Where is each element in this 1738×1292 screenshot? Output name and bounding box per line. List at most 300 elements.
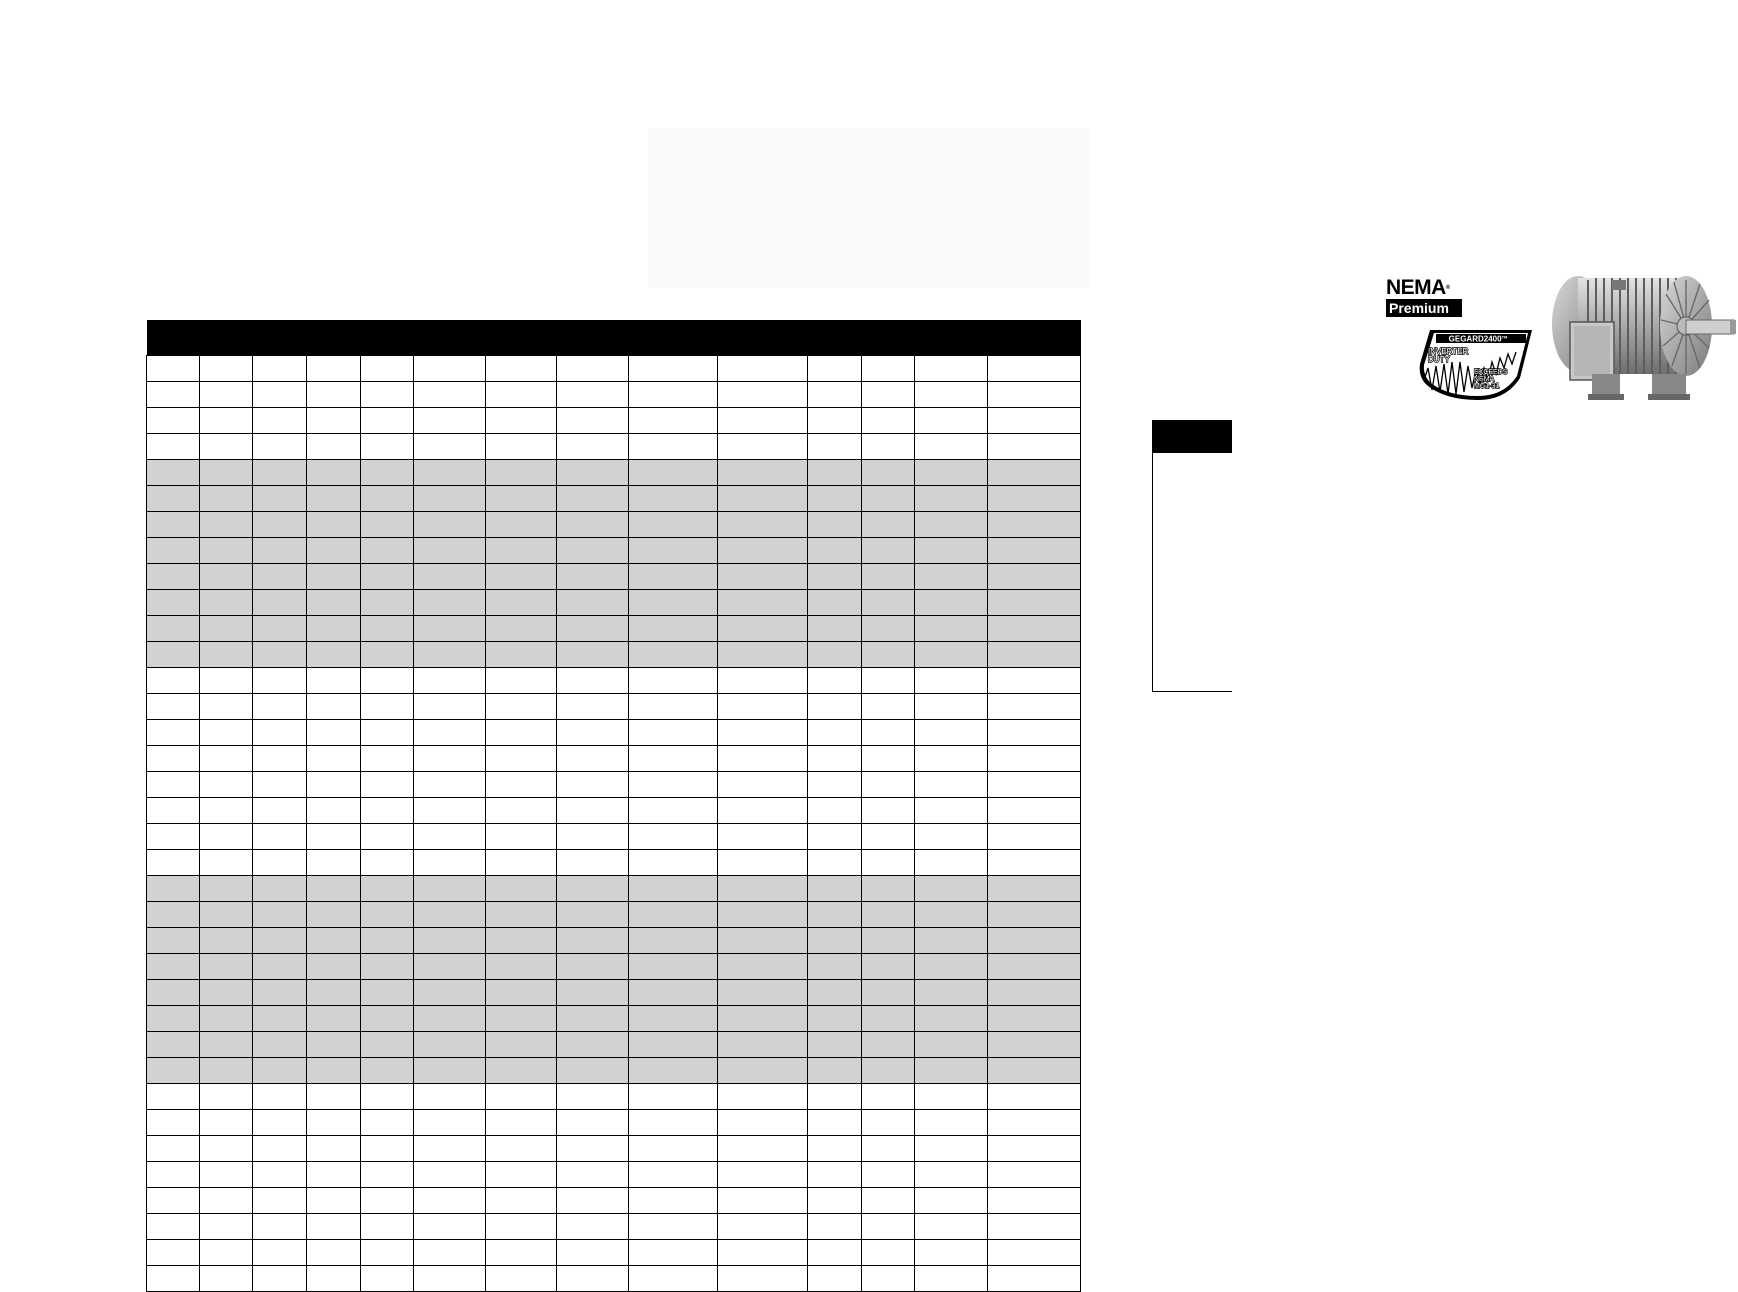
table-cell xyxy=(361,641,414,667)
table-cell xyxy=(414,667,486,693)
table-cell xyxy=(253,615,307,641)
table-cell xyxy=(557,615,629,641)
table-row xyxy=(147,1135,1081,1161)
table-cell xyxy=(200,381,253,407)
nema-premium-logo: NEMA® Premium xyxy=(1386,278,1464,318)
table-cell xyxy=(253,797,307,823)
table-cell xyxy=(307,953,361,979)
table-cell xyxy=(862,537,915,563)
table-cell xyxy=(718,693,808,719)
table-cell xyxy=(629,641,718,667)
table-cell xyxy=(629,1239,718,1265)
table-row xyxy=(147,1239,1081,1265)
table-cell xyxy=(629,381,718,407)
gegard-exceeds-text: EXCEEDS xyxy=(1474,369,1508,376)
table-cell xyxy=(718,901,808,927)
table-cell xyxy=(253,667,307,693)
table-cell xyxy=(414,823,486,849)
table-cell xyxy=(862,849,915,875)
table-cell xyxy=(414,927,486,953)
table-cell xyxy=(253,1109,307,1135)
table-cell xyxy=(486,1109,557,1135)
table-cell xyxy=(718,1057,808,1083)
table-cell xyxy=(253,563,307,589)
table-cell xyxy=(361,537,414,563)
table-row xyxy=(147,433,1081,459)
table-cell xyxy=(361,459,414,485)
table-cell xyxy=(808,1187,862,1213)
table-cell xyxy=(557,1161,629,1187)
table-cell xyxy=(808,641,862,667)
table-cell xyxy=(414,979,486,1005)
table-cell xyxy=(414,355,486,381)
table-cell xyxy=(307,1005,361,1031)
table-cell xyxy=(915,1161,988,1187)
table-cell xyxy=(414,589,486,615)
table-cell xyxy=(915,953,988,979)
table-cell xyxy=(557,667,629,693)
table-cell xyxy=(486,1187,557,1213)
table-cell xyxy=(253,537,307,563)
nema-logo-text: NEMA xyxy=(1386,276,1446,299)
table-row xyxy=(147,589,1081,615)
table-cell xyxy=(147,693,200,719)
table-row xyxy=(147,927,1081,953)
table-cell xyxy=(486,1057,557,1083)
table-cell xyxy=(862,355,915,381)
table-cell xyxy=(147,979,200,1005)
table-cell xyxy=(718,511,808,537)
table-cell xyxy=(988,1135,1081,1161)
table-cell xyxy=(486,1239,557,1265)
table-cell xyxy=(557,511,629,537)
table-cell xyxy=(557,875,629,901)
table-cell xyxy=(988,1161,1081,1187)
table-cell xyxy=(718,615,808,641)
table-cell xyxy=(307,1135,361,1161)
table-cell xyxy=(915,693,988,719)
section-side-tab xyxy=(1152,420,1232,692)
table-cell xyxy=(307,537,361,563)
table-cell xyxy=(200,433,253,459)
table-cell xyxy=(915,407,988,433)
table-cell xyxy=(200,1031,253,1057)
table-cell xyxy=(361,979,414,1005)
table-cell xyxy=(557,1213,629,1239)
table-cell xyxy=(988,1031,1081,1057)
table-cell xyxy=(862,459,915,485)
table-cell xyxy=(486,667,557,693)
table-cell xyxy=(718,355,808,381)
table-cell xyxy=(253,693,307,719)
table-cell xyxy=(718,641,808,667)
table-cell xyxy=(307,1187,361,1213)
table-cell xyxy=(988,485,1081,511)
table-cell xyxy=(915,875,988,901)
table-row xyxy=(147,771,1081,797)
table-cell xyxy=(253,1265,307,1291)
table-cell xyxy=(307,823,361,849)
header-cell xyxy=(147,320,200,355)
table-cell xyxy=(253,1161,307,1187)
table-cell xyxy=(718,719,808,745)
table-cell xyxy=(253,485,307,511)
table-cell xyxy=(253,745,307,771)
table-cell xyxy=(718,589,808,615)
table-cell xyxy=(414,797,486,823)
table-cell xyxy=(414,953,486,979)
table-cell xyxy=(915,511,988,537)
table-cell xyxy=(307,459,361,485)
table-cell xyxy=(253,1005,307,1031)
table-cell xyxy=(414,1265,486,1291)
header-cell xyxy=(718,320,808,355)
table-cell xyxy=(808,1135,862,1161)
table-cell xyxy=(915,1083,988,1109)
table-cell xyxy=(307,1213,361,1239)
table-row xyxy=(147,667,1081,693)
table-cell xyxy=(718,771,808,797)
table-cell xyxy=(629,1213,718,1239)
table-cell xyxy=(414,641,486,667)
table-cell xyxy=(718,1083,808,1109)
table-cell xyxy=(988,667,1081,693)
table-cell xyxy=(988,1265,1081,1291)
header-cell xyxy=(915,320,988,355)
table-row xyxy=(147,719,1081,745)
table-cell xyxy=(718,1239,808,1265)
table-cell xyxy=(808,537,862,563)
table-cell xyxy=(808,719,862,745)
table-cell xyxy=(307,1031,361,1057)
table-cell xyxy=(307,667,361,693)
table-row xyxy=(147,563,1081,589)
table-cell xyxy=(988,797,1081,823)
table-cell xyxy=(718,979,808,1005)
table-cell xyxy=(862,1005,915,1031)
table-cell xyxy=(808,381,862,407)
table-cell xyxy=(862,563,915,589)
table-cell xyxy=(486,1135,557,1161)
table-cell xyxy=(718,953,808,979)
table-cell xyxy=(414,433,486,459)
table-cell xyxy=(307,407,361,433)
table-cell xyxy=(862,433,915,459)
table-cell xyxy=(253,1213,307,1239)
table-cell xyxy=(557,589,629,615)
table-cell xyxy=(915,1135,988,1161)
table-cell xyxy=(147,459,200,485)
table-cell xyxy=(629,953,718,979)
table-cell xyxy=(718,407,808,433)
table-cell xyxy=(486,355,557,381)
table-cell xyxy=(307,485,361,511)
table-cell xyxy=(718,823,808,849)
table-cell xyxy=(200,745,253,771)
gegard-nema-text: NEMA xyxy=(1474,376,1495,383)
table-cell xyxy=(988,589,1081,615)
table-cell xyxy=(915,1187,988,1213)
table-cell xyxy=(629,1057,718,1083)
table-cell xyxy=(361,589,414,615)
table-cell xyxy=(808,485,862,511)
table-cell xyxy=(361,1187,414,1213)
table-cell xyxy=(557,381,629,407)
table-cell xyxy=(147,719,200,745)
table-cell xyxy=(557,407,629,433)
table-cell xyxy=(200,459,253,485)
table-cell xyxy=(718,1005,808,1031)
table-cell xyxy=(629,797,718,823)
table-cell xyxy=(915,1031,988,1057)
table-cell xyxy=(414,1005,486,1031)
table-cell xyxy=(988,927,1081,953)
table-cell xyxy=(718,1213,808,1239)
table-cell xyxy=(629,615,718,641)
table-cell xyxy=(915,1005,988,1031)
table-row xyxy=(147,1005,1081,1031)
table-cell xyxy=(915,485,988,511)
table-cell xyxy=(147,1265,200,1291)
table-row xyxy=(147,693,1081,719)
table-cell xyxy=(629,745,718,771)
table-cell xyxy=(307,381,361,407)
table-cell xyxy=(629,537,718,563)
table-cell xyxy=(486,1265,557,1291)
table-cell xyxy=(988,979,1081,1005)
table-cell xyxy=(718,1265,808,1291)
table-cell xyxy=(414,485,486,511)
table-cell xyxy=(486,771,557,797)
table-cell xyxy=(414,693,486,719)
table-cell xyxy=(414,771,486,797)
table-cell xyxy=(361,1057,414,1083)
table-cell xyxy=(147,407,200,433)
table-cell xyxy=(988,875,1081,901)
table-cell xyxy=(253,823,307,849)
table-cell xyxy=(414,1187,486,1213)
table-cell xyxy=(629,1005,718,1031)
table-cell xyxy=(988,953,1081,979)
table-cell xyxy=(988,771,1081,797)
table-cell xyxy=(486,979,557,1005)
table-cell xyxy=(253,771,307,797)
table-cell xyxy=(629,459,718,485)
table-cell xyxy=(147,927,200,953)
table-cell xyxy=(414,1031,486,1057)
table-cell xyxy=(862,407,915,433)
table-cell xyxy=(307,1239,361,1265)
table-cell xyxy=(200,641,253,667)
table-row xyxy=(147,875,1081,901)
table-cell xyxy=(915,1239,988,1265)
table-row xyxy=(147,849,1081,875)
table-cell xyxy=(200,1187,253,1213)
table-cell xyxy=(629,719,718,745)
gegard-duty-text: DUTY xyxy=(1428,355,1450,364)
table-cell xyxy=(361,1109,414,1135)
table-row xyxy=(147,407,1081,433)
table-cell xyxy=(629,1265,718,1291)
table-cell xyxy=(414,407,486,433)
table-body xyxy=(147,355,1081,1291)
table-cell xyxy=(557,901,629,927)
table-cell xyxy=(307,433,361,459)
table-cell xyxy=(414,875,486,901)
table-cell xyxy=(486,927,557,953)
table-cell xyxy=(988,381,1081,407)
table-cell xyxy=(862,485,915,511)
table-cell xyxy=(915,615,988,641)
gegard-inverter-text: INVERTER xyxy=(1428,347,1469,356)
table-cell xyxy=(988,823,1081,849)
table-cell xyxy=(307,355,361,381)
table-cell xyxy=(629,979,718,1005)
table-cell xyxy=(915,745,988,771)
table-cell xyxy=(361,615,414,641)
table-cell xyxy=(486,849,557,875)
product-hero xyxy=(648,128,1508,390)
table-cell xyxy=(915,1057,988,1083)
table-cell xyxy=(486,381,557,407)
table-cell xyxy=(862,719,915,745)
header-cell xyxy=(414,320,486,355)
table-cell xyxy=(200,355,253,381)
table-cell xyxy=(557,1265,629,1291)
table-cell xyxy=(808,823,862,849)
table-cell xyxy=(307,875,361,901)
table-cell xyxy=(200,823,253,849)
table-cell xyxy=(915,927,988,953)
table-cell xyxy=(629,1031,718,1057)
table-cell xyxy=(808,1083,862,1109)
table-cell xyxy=(253,381,307,407)
table-cell xyxy=(486,1005,557,1031)
table-cell xyxy=(253,1239,307,1265)
table-cell xyxy=(147,1135,200,1161)
header-cell xyxy=(486,320,557,355)
motor-photo xyxy=(1548,262,1738,412)
table-row xyxy=(147,641,1081,667)
header-cell xyxy=(307,320,361,355)
gegard-mg131-text: MG1-31 xyxy=(1474,383,1500,390)
table-cell xyxy=(808,1109,862,1135)
table-cell xyxy=(862,1213,915,1239)
table-cell xyxy=(808,355,862,381)
table-row xyxy=(147,381,1081,407)
table-cell xyxy=(147,1057,200,1083)
table-cell xyxy=(147,901,200,927)
table-cell xyxy=(629,563,718,589)
table-cell xyxy=(629,693,718,719)
table-cell xyxy=(253,849,307,875)
table-cell xyxy=(808,563,862,589)
table-row xyxy=(147,1187,1081,1213)
header-cell xyxy=(253,320,307,355)
table-cell xyxy=(486,953,557,979)
table-cell xyxy=(557,537,629,563)
table-cell xyxy=(557,1187,629,1213)
table-row xyxy=(147,1083,1081,1109)
table-row xyxy=(147,745,1081,771)
table-cell xyxy=(253,1057,307,1083)
table-cell xyxy=(862,641,915,667)
table-cell xyxy=(808,1031,862,1057)
table-cell xyxy=(808,1161,862,1187)
table-cell xyxy=(557,1005,629,1031)
table-cell xyxy=(361,927,414,953)
table-cell xyxy=(307,849,361,875)
table-cell xyxy=(361,1239,414,1265)
table-cell xyxy=(988,745,1081,771)
table-cell xyxy=(988,1109,1081,1135)
table-cell xyxy=(147,563,200,589)
table-cell xyxy=(361,563,414,589)
table-cell xyxy=(361,1265,414,1291)
table-cell xyxy=(808,849,862,875)
table-cell xyxy=(718,459,808,485)
table-cell xyxy=(200,563,253,589)
table-cell xyxy=(253,1187,307,1213)
table-row xyxy=(147,1031,1081,1057)
table-cell xyxy=(253,875,307,901)
table-cell xyxy=(862,1083,915,1109)
table-cell xyxy=(414,1239,486,1265)
table-cell xyxy=(147,1239,200,1265)
table-cell xyxy=(915,589,988,615)
table-cell xyxy=(557,355,629,381)
table-cell xyxy=(862,901,915,927)
table-cell xyxy=(915,459,988,485)
table-cell xyxy=(808,615,862,641)
table-cell xyxy=(414,1083,486,1109)
table-cell xyxy=(147,433,200,459)
table-cell xyxy=(486,563,557,589)
table-cell xyxy=(307,511,361,537)
table-cell xyxy=(557,1031,629,1057)
table-cell xyxy=(361,407,414,433)
table-cell xyxy=(862,693,915,719)
table-cell xyxy=(361,953,414,979)
table-cell xyxy=(307,719,361,745)
table-cell xyxy=(629,1161,718,1187)
table-cell xyxy=(629,511,718,537)
table-cell xyxy=(988,407,1081,433)
table-cell xyxy=(253,511,307,537)
table-cell xyxy=(486,1031,557,1057)
gegard-inverter-duty-badge xyxy=(1416,328,1534,402)
table-cell xyxy=(200,1265,253,1291)
table-cell xyxy=(557,459,629,485)
table-row xyxy=(147,1213,1081,1239)
table-cell xyxy=(414,1135,486,1161)
table-cell xyxy=(988,355,1081,381)
table-cell xyxy=(486,875,557,901)
table-cell xyxy=(253,1135,307,1161)
table-cell xyxy=(253,589,307,615)
table-cell xyxy=(915,381,988,407)
table-cell xyxy=(557,1057,629,1083)
table-cell xyxy=(718,537,808,563)
table-cell xyxy=(200,901,253,927)
table-cell xyxy=(200,979,253,1005)
table-cell xyxy=(486,693,557,719)
table-cell xyxy=(915,433,988,459)
table-cell xyxy=(808,797,862,823)
table-cell xyxy=(718,745,808,771)
table-cell xyxy=(147,1005,200,1031)
table-cell xyxy=(414,381,486,407)
